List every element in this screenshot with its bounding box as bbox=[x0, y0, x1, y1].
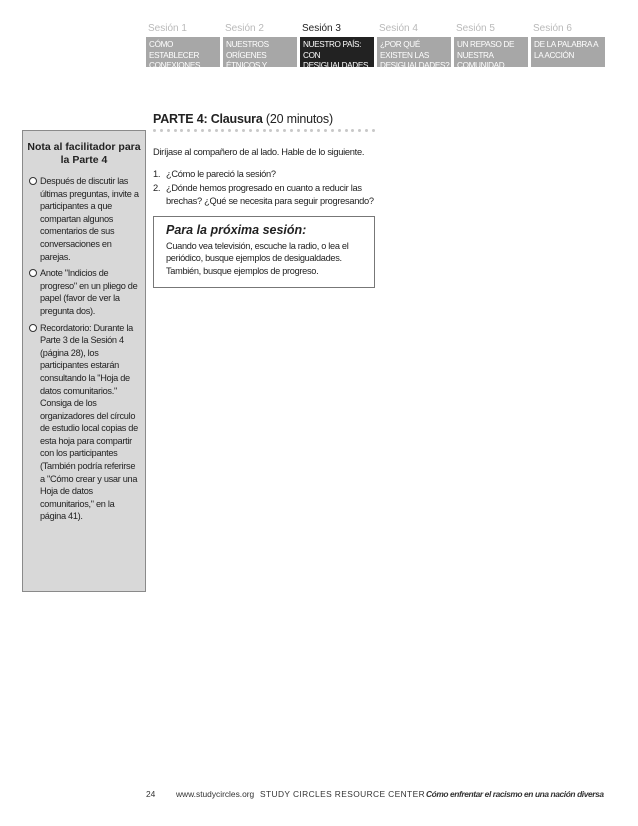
question-list bbox=[153, 168, 375, 207]
note-text: Anote "Indicios de progreso" en un pliego de papel (favor de ver la pregunta dos). bbox=[40, 268, 138, 316]
question-text: ¿Cómo le pareció la sesión? bbox=[166, 169, 276, 179]
tab-box: UN REPASO DE NUESTRA COMUNIDAD bbox=[454, 37, 528, 67]
tab-label: Sesión 6 bbox=[533, 23, 572, 34]
footer-book-title: Cómo enfrentar el racismo en una nación diversa bbox=[426, 789, 604, 799]
main-content bbox=[153, 112, 375, 288]
next-session-box bbox=[153, 216, 375, 288]
tab-box: DE LA PALABRA A LA ACCIÓN bbox=[531, 37, 605, 67]
part-heading bbox=[153, 112, 375, 126]
part-title: PARTE 4: Clausura bbox=[153, 112, 263, 126]
facilitator-note-title: Nota al facilitador para la Parte 4 bbox=[27, 141, 141, 166]
tab-box: CÓMO ESTABLECER CONEXIONES bbox=[146, 37, 220, 67]
note-item bbox=[23, 267, 145, 317]
note-item bbox=[23, 175, 145, 263]
note-item bbox=[23, 322, 145, 524]
part-duration: (20 minutos) bbox=[265, 112, 333, 126]
circle-bullet-icon bbox=[29, 324, 37, 332]
facilitator-note-box bbox=[22, 130, 146, 592]
session-tabs bbox=[146, 22, 606, 81]
tab-session-5[interactable] bbox=[454, 22, 528, 70]
page-footer bbox=[146, 789, 606, 803]
question-item bbox=[153, 182, 375, 207]
tab-session-2[interactable] bbox=[223, 22, 297, 81]
tab-session-3[interactable] bbox=[300, 22, 374, 70]
question-number: 2. bbox=[153, 183, 161, 194]
tab-session-6[interactable] bbox=[531, 22, 605, 67]
question-item bbox=[153, 168, 375, 180]
next-session-title: Para la próxima sesión: bbox=[166, 223, 307, 238]
tab-session-1[interactable] bbox=[146, 22, 220, 70]
note-text: Después de discutir las últimas preguntas, invite a participantes a que compartan algunos comentarios de sus conversaciones en parejas. bbox=[40, 176, 139, 262]
intro-text: Diríjase al compañero de al lado. Hable de lo siguiente. bbox=[153, 147, 365, 157]
next-session-text: Cuando vea televisión, escuche la radio, o lea el periódico, busque ejemplos de desigualdades. También, busque ejemplos de progreso. bbox=[166, 241, 349, 276]
tab-label: Sesión 3 bbox=[302, 23, 341, 34]
footer-org: STUDY CIRCLES RESOURCE CENTER bbox=[260, 789, 426, 799]
question-number: 1. bbox=[153, 169, 161, 179]
tab-box: NUESTRO PAÍS: CON DESIGUALDADES bbox=[300, 37, 374, 67]
tab-box: ¿POR QUÉ EXISTEN LAS DESIGUALDADES? bbox=[377, 37, 451, 67]
footer-url[interactable]: www.studycircles.org bbox=[176, 789, 255, 799]
tab-label: Sesión 1 bbox=[148, 23, 187, 34]
tab-box: NUESTROS ORÍGENES ÉTNICOS Y RACIALES bbox=[223, 37, 297, 67]
circle-bullet-icon bbox=[29, 177, 37, 185]
tab-session-4[interactable] bbox=[377, 22, 451, 70]
tab-label: Sesión 2 bbox=[225, 23, 264, 34]
tab-label: Sesión 4 bbox=[379, 23, 418, 34]
circle-bullet-icon bbox=[29, 269, 37, 277]
question-text: ¿Dónde hemos progresado en cuanto a reducir las brechas? ¿Qué se necesita para seguir progresando? bbox=[166, 183, 374, 206]
page-number: 24 bbox=[146, 789, 156, 799]
dotted-divider bbox=[153, 129, 375, 135]
tab-label: Sesión 5 bbox=[456, 23, 495, 34]
note-text: Recordatorio: Durante la Parte 3 de la Sesión 4 (página 28), los participantes estarán consultando la "Hoja de datos comunitarios." Consiga de los organizadores del círculo de estudio local copias de esta hoja para compartir con los participantes (También podría referirse a "Cómo crear y usar una Hoja de datos comunitarios," en la página 41). bbox=[40, 322, 138, 522]
